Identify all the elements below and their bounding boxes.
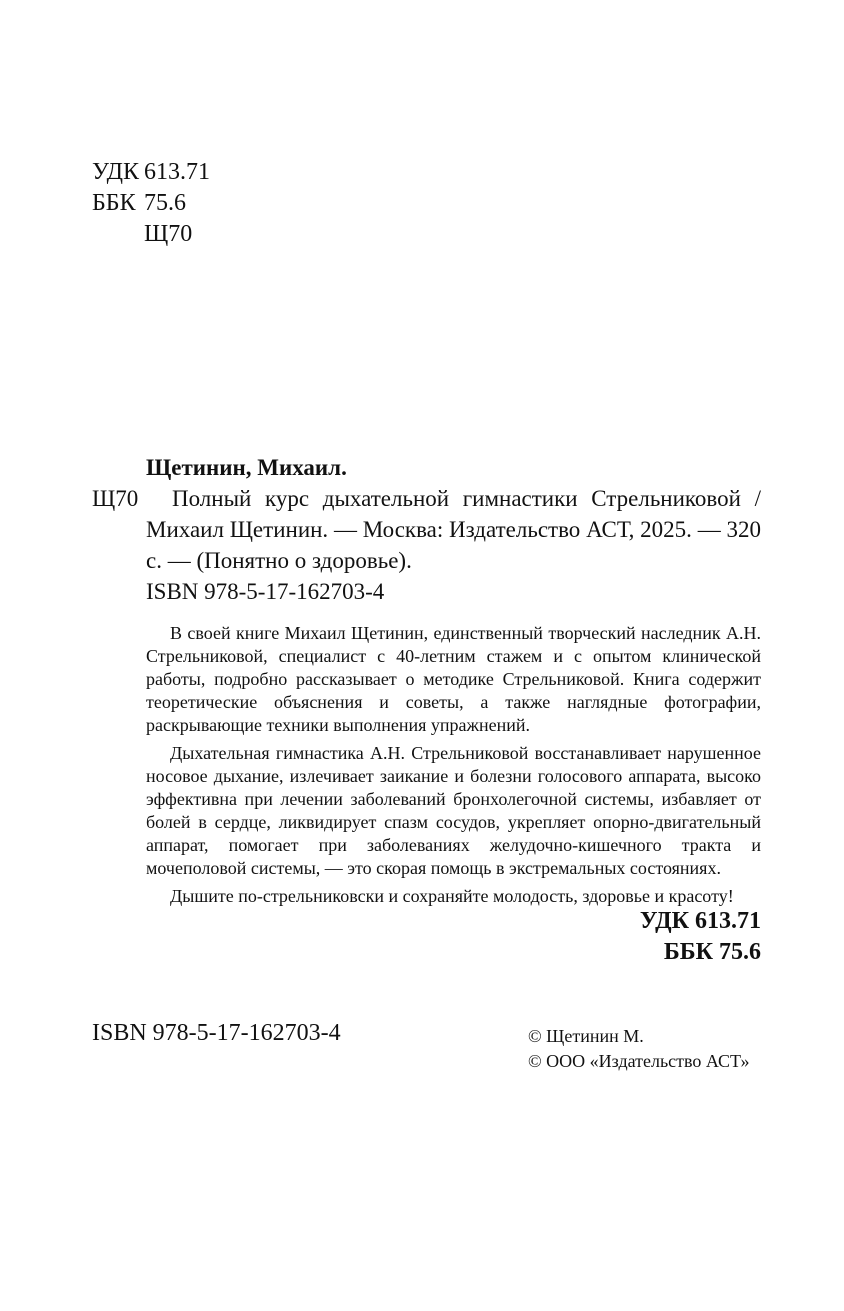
isbn-footer: ISBN 978-5-17-162703-4	[92, 1020, 341, 1046]
author-mark-top: Щ70	[144, 221, 193, 247]
classification-block-right	[560, 906, 761, 968]
copyright-block	[528, 1024, 768, 1074]
udk-line	[92, 157, 312, 188]
bbk-label: ББК	[92, 190, 136, 216]
annotation	[146, 622, 761, 913]
classification-block-top	[92, 157, 312, 250]
author-mark: Щ70	[92, 486, 139, 511]
udk-value: 613.71	[144, 159, 210, 185]
bbk-line	[92, 188, 312, 219]
udk-code: УДК 613.71	[639, 908, 761, 934]
copyright-publisher: © ООО «Издательство АСТ»	[528, 1051, 750, 1071]
annotation-paragraph: Дыхательная гимнастика А.Н. Стрельниковой восстанавливает нарушенное носовое дыхание, излечивает заикание и болезни голосового аппарата, высоко эффективна при лечении заболеваний бронхолегочной системы, избавляет от болей в сердце, ликвидирует спазм сосудов, укрепляет опорно-двигательный аппарат, помогает при заболеваниях желудочно-кишечного тракта и мочеполовой системы, — это скорая помощь в экстремальных состояниях.	[146, 743, 761, 878]
udk-label: УДК	[92, 159, 139, 185]
copyright-author: © Щетинин М.	[528, 1026, 644, 1046]
bibliographic-description: Полный курс дыхательной гимнастики Стрельниковой / Михаил Щетинин. — Москва: Издательство АСТ, 2025. — 320 с. — (Понятно о здоровье).	[146, 486, 761, 573]
author-heading: Щетинин, Михаил.	[146, 455, 347, 480]
isbn-record: ISBN 978-5-17-162703-4	[146, 579, 385, 604]
annotation-paragraph: Дышите по-стрельниковски и сохраняйте молодость, здоровье и красоту!	[170, 886, 734, 906]
bbk-value: 75.6	[144, 190, 186, 216]
annotation-paragraph: В своей книге Михаил Щетинин, единственный творческий наследник А.Н. Стрельниковой, специалист с 40-летним стажем и с опытом клинической работы, подробно рассказывает о методике Стрельниковой. Книга содержит теоретические объяснения и советы, а также наглядные фотографии, раскрывающие техники выполнения упражнений.	[146, 623, 761, 735]
bbk-code: ББК 75.6	[663, 939, 761, 965]
